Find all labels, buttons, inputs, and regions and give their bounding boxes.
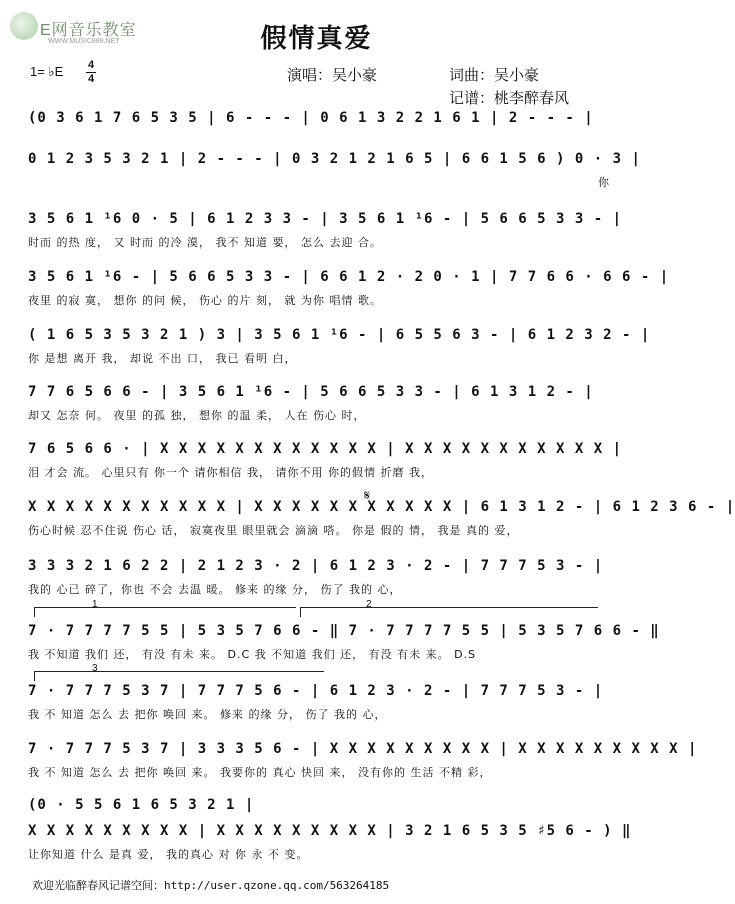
notation: 7 · 7 7 7 5 3 7 | 7 7 7 5 6 - | 6 1 2 3 · 2 - | 7 7 7 5 3 - | <box>28 683 604 699</box>
notation: 7 · 7 7 7 7 5 5 | 5 3 5 7 6 6 - ‖ 7 · 7 7 7 7 5 5 | 5 3 5 7 6 6 - ‖ <box>28 623 660 639</box>
lyrics: 你 是想 离开 我， 却说 不出 口， 我已 看明 白， <box>28 352 297 365</box>
score-line-10 <box>28 620 660 661</box>
score-line-3 <box>28 208 623 249</box>
singer-credit: 演唱：吴小豪 <box>287 66 378 84</box>
notation: (0 · 5 5 6 1 6 5 3 2 1 | <box>28 797 255 813</box>
lyrics: 伤心时候 忍不住说 伤心 话， 寂寞夜里 眼里就会 滴滴 嗒。 你是 假的 情， 我是 真的 爱， <box>28 524 519 537</box>
segno-sign: 𝄋 <box>364 487 371 503</box>
notation: 3 5 6 1 ¹6 0 · 5 | 6 1 2 3 3 - | 3 5 6 1 ¹6 - | 5 6 6 5 3 3 - | <box>28 211 623 227</box>
composer-credit: 词曲：吴小豪 <box>449 66 540 84</box>
lyrics: 泪 才会 流。 心里只有 你一个 请你相信 我， 请你不用 你的假情 折磨 我， <box>28 466 433 479</box>
score-line-6 <box>28 381 610 422</box>
time-signature <box>86 60 96 85</box>
score-line-8 <box>28 496 735 537</box>
notation: 7 · 7 7 7 5 3 7 | 3 3 3 5 6 - | X X X X X X X X X | X X X X X X X X X | <box>28 741 698 757</box>
notation: (0 3 6 1 7 6 5 3 5 | 6 - - - | 0 6 1 3 2 2 1 6 1 | 2 - - - | <box>28 110 594 126</box>
notation: 7 7 6 5 6 6 - | 3 5 6 1 ¹6 - | 5 6 6 5 3 3 - | 6 1 3 1 2 - | <box>28 384 594 400</box>
notation: 3 5 6 1 ¹6 - | 5 6 6 5 3 3 - | 6 6 1 2 · 2 0 · 1 | 7 7 6 6 · 6 6 - | <box>28 269 670 285</box>
score-line-4 <box>28 266 670 307</box>
volta-label-2: 2 <box>366 599 372 610</box>
footer-text: 欢迎光临醉春风记谱空间：http://user.qzone.qq.com/563264185 <box>32 879 390 892</box>
lyrics: 让你知道 什么 是真 爱， 我的真心 对 你 永 不 变。 <box>28 848 309 861</box>
volta-label-1: 1 <box>92 599 98 610</box>
volta-bracket-2-tick <box>300 607 301 617</box>
notation: ( 1 6 5 3 5 3 2 1 ) 3 | 3 5 6 1 ¹6 - | 6 5 5 6 3 - | 6 1 2 3 2 - | <box>28 327 651 343</box>
lyrics: 我的 心已 碎了，你也 不会 去温 暖。 修来 的缘 分， 伤了 我的 心， <box>28 583 402 596</box>
score-line-11 <box>28 680 610 721</box>
lyrics: 却又 怎奈 何。 夜里 的孤 独， 想你 的温 柔， 人在 伤心 时， <box>28 409 366 422</box>
notation: 3 3 3 2 1 6 2 2 | 2 1 2 3 · 2 | 6 1 2 3 · 2 - | 7 7 7 5 3 - | <box>28 558 604 574</box>
score-line-7 <box>28 438 623 479</box>
notation: X X X X X X X X X | X X X X X X X X X | 3 2 1 6 5 3 5 ♯5 6 - ) ‖ <box>28 823 632 839</box>
score-line-2 <box>28 148 641 189</box>
score-line-14 <box>28 820 632 861</box>
logo-url: WWW.MUSIC888.NET <box>48 38 120 45</box>
score-line-5 <box>28 324 651 365</box>
volta-bracket-3 <box>34 671 324 672</box>
lyrics: 我 不 知道 怎么 去 把你 唤回 来。 我要你的 真心 快回 来， 没有你的 生活 不精 彩， <box>28 766 492 779</box>
time-sig-bottom: 4 <box>87 73 95 85</box>
time-sig-top: 4 <box>87 59 95 71</box>
volta-bracket-1 <box>34 607 296 608</box>
notation: 0 1 2 3 5 3 2 1 | 2 - - - | 0 3 2 1 2 1 6 5 | 6 6 1 5 6 ) 0 · 3 | <box>28 151 641 167</box>
logo-text: E网音乐教室 <box>40 22 137 39</box>
lyrics: 夜里 的寂 寞， 想你 的问 候， 伤心 的片 刻， 就 为你 唱情 歌。 <box>28 294 382 307</box>
lyrics: 时而 的热 度， 又 时而 的冷 漠， 我不 知道 要， 怎么 去迎 合。 <box>28 236 382 249</box>
notation: X X X X X X X X X X X | X X X X X X X X X X X | 6 1 3 1 2 - | 6 1 2 3 6 - | <box>28 499 735 515</box>
lyrics: 你 <box>598 176 610 189</box>
volta-bracket-1-tick <box>34 607 35 617</box>
score-line-1 <box>28 107 610 137</box>
key-signature: 1= ♭E <box>30 64 64 79</box>
score-line-12 <box>28 738 698 779</box>
notation: 7 6 5 6 6 · | X X X X X X X X X X X X | X X X X X X X X X X X | <box>28 441 623 457</box>
volta-label-3: 3 <box>92 663 98 674</box>
score-line-9 <box>28 555 610 596</box>
transcriber-credit: 记谱：桃李醉春风 <box>449 89 570 107</box>
lyrics: 我 不 知道 怎么 去 把你 唤回 来。 修来 的缘 分， 伤了 我的 心， <box>28 708 387 721</box>
song-title: 假情真爱 <box>260 24 373 54</box>
volta-bracket-2 <box>300 607 598 608</box>
lyrics: 我 不知道 我们 还， 有没 有未 来。 D.C 我 不知道 我们 还， 有没 有未 来。 D.S <box>28 648 477 661</box>
